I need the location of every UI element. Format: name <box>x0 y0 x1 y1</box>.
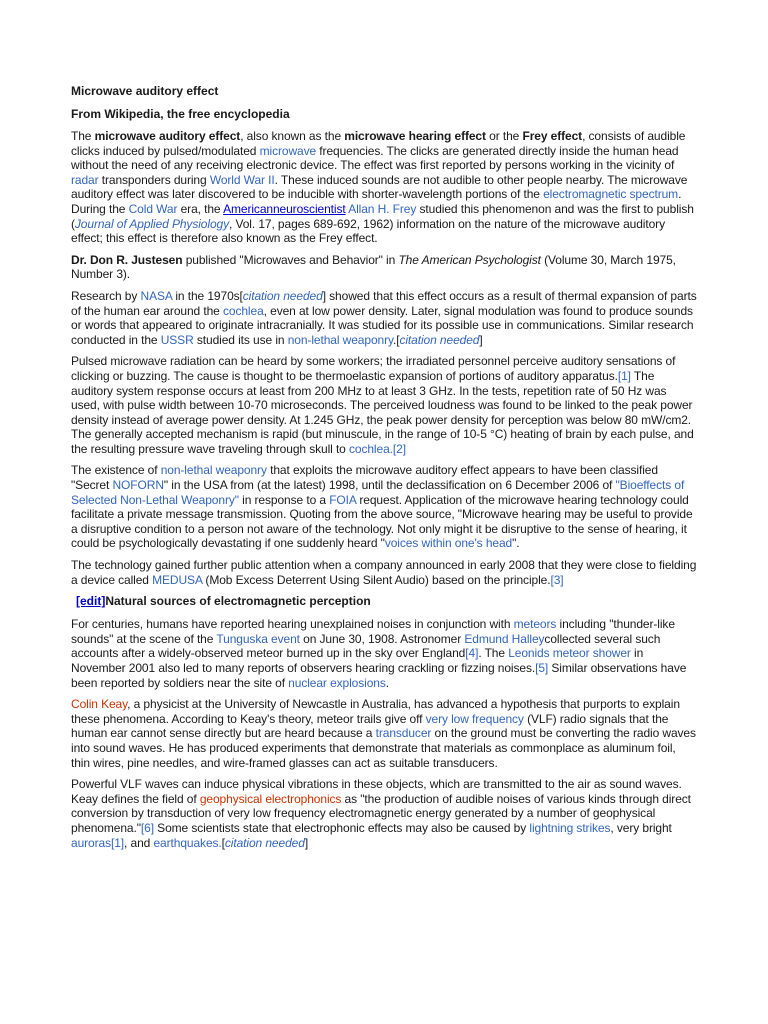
article <box>71 84 697 857</box>
link-auroras[interactable]: auroras <box>71 835 111 850</box>
link-meteors[interactable]: meteors <box>513 617 557 632</box>
paragraph-justesen: Dr. Don R. Justesen published "Microwaves and Behavior" in The American Psychologist (Volume 30, March 1975, Number 3). <box>71 252 676 282</box>
link-edmund-halley[interactable]: Edmund Halley <box>464 631 545 646</box>
term-justesen: Dr. Don R. Justesen <box>71 252 183 267</box>
link-citation-needed[interactable]: citation needed <box>242 288 323 303</box>
link-ref-2[interactable]: [2] <box>392 441 406 456</box>
link-american-neuroscientist[interactable]: Americanneuroscientist <box>223 201 346 216</box>
link-lightning-strikes[interactable]: lightning strikes <box>529 820 611 835</box>
paragraph-vlf: Powerful VLF waves can induce physical vibrations in these objects, which are transmitted to the air as sound waves. Keay defines the field of geophysical electrophonics as "the production of audible noises of various kinds through direct conversion by transduction of very low frequency electromagnetic energy generated by a number of geophysical phenomena."[6] Some scientists state that electrophonic effects may also be caused by lightning strikes, very bright auroras[1], and earthquakes.[citation needed] <box>71 777 691 850</box>
link-citation-needed[interactable]: citation needed <box>224 835 305 850</box>
link-very-low-frequency[interactable]: very low frequency <box>425 711 524 726</box>
link-radar[interactable]: radar <box>71 172 99 187</box>
term-microwave-hearing-effect: microwave hearing effect <box>344 129 486 143</box>
edit-link[interactable]: [edit] <box>76 594 106 609</box>
link-ref-1[interactable]: [1] <box>111 835 125 850</box>
link-ref-5[interactable]: [5] <box>535 661 549 675</box>
link-voices-within-head[interactable]: voices within one's head <box>384 536 513 551</box>
link-colin-keay[interactable]: Colin Keay <box>71 697 128 712</box>
paragraph-meteors: For centuries, humans have reported hearing unexplained noises in conjunction with meteors including "thunder-like sounds" at the scene of the Tunguska event on June 30, 1908. Astronomer Edmund Halleycollected several such accounts after a widely-observed meteor burned up in the sky over England[4]. The Leonids meteor shower in November 2001 also led to many reports of observers hearing crackling or fizzing noises.[5] Similar observations have been reported by soldiers near the site of nuclear explosions. <box>71 617 687 690</box>
paragraph-nasa: Research by NASA in the 1970s[citation needed] showed that this effect occurs as a result of thermal expansion of parts of the human ear around the cochlea, even at low power density. Later, signal modulation was found to produce sounds or words that appeared to originate intracranially. It was studied for its possible use in communications. Similar research conducted in the USSR studied its use in non-lethal weaponry.[citation needed] <box>71 288 697 347</box>
link-earthquakes[interactable]: earthquakes. <box>153 835 222 850</box>
paragraph-intro: The microwave auditory effect, also known as the microwave hearing effect or the Frey effect, consists of audible clicks induced by pulsed/modulated microwave frequencies. The clicks are generated directly inside the human head without the need of any receiving electronic device. The effect was first reported by persons working in the vicinity of radar transponders during World War II. These induced sounds are not audible to other people nearby. The microwave auditory effect was later discovered to be inducible with shorter-wavelength portions of the electromagnetic spectrum. During the Cold War era, the Americanneuroscientist Allan H. Frey studied this phenomenon and was the first to publish (Journal of Applied Physiology, Vol. 17, pages 689-692, 1962) information on the nature of the microwave auditory effect; this effect is therefore also known as the Frey effect. <box>71 129 694 246</box>
link-transducer[interactable]: transducer <box>375 726 432 741</box>
link-leonids[interactable]: Leonids meteor shower <box>508 646 631 661</box>
link-microwave[interactable]: microwave <box>259 143 317 158</box>
link-medusa[interactable]: MEDUSA <box>152 572 203 587</box>
link-geophysical-electrophonics[interactable]: geophysical electrophonics <box>199 791 342 806</box>
section-heading <box>76 594 697 609</box>
link-world-war-ii[interactable]: World War II <box>209 172 275 187</box>
link-ref-6[interactable]: [6] <box>140 820 154 835</box>
link-ref-1[interactable]: [1] <box>617 368 631 383</box>
link-allan-frey[interactable]: Allan H. Frey <box>348 201 417 216</box>
term-frey-effect: Frey effect <box>522 129 583 143</box>
link-journal-applied-physiology[interactable]: Journal of Applied Physiology <box>74 216 229 231</box>
term-microwave-auditory-effect: microwave auditory effect <box>94 129 241 143</box>
paragraph-pulsed-radiation: Pulsed microwave radiation can be heard by some workers; the irradiated personnel perceive auditory sensations of clicking or buzzing. The cause is thought to be thermoelastic expansion of portions of auditory apparatus.[1] The auditory system response occurs at least from 200 MHz to at least 3 GHz. In the tests, repetition rate of 50 Hz was used, with pulse width between 10-70 microseconds. The perceived loudness was found to be linked to the peak power density instead of average power density. At 1.245 GHz, the peak power density for perception was below 80 mW/cm2. The generally accepted mechanism is rapid (but minuscule, in the range of 10-5 °C) heating of brain by each pulse, and the resulting pressure wave traveling through skull to cochlea.[2] <box>71 354 694 456</box>
page-title: Microwave auditory effect <box>71 84 219 98</box>
link-tunguska-event[interactable]: Tunguska event <box>216 631 300 646</box>
paragraph-medusa: The technology gained further public attention when a company announced in early 2008 that they were close to fielding a device called MEDUSA (Mob Excess Deterrent Using Silent Audio) based on the principle.[3] <box>71 558 697 587</box>
link-non-lethal-weaponry[interactable]: non-lethal weaponry <box>287 332 393 347</box>
link-foia[interactable]: FOIA <box>329 492 357 507</box>
page-subtitle: From Wikipedia, the free encyclopedia <box>71 107 290 121</box>
link-cold-war[interactable]: Cold War <box>128 201 178 216</box>
link-nuclear-explosions[interactable]: nuclear explosions <box>288 675 386 690</box>
link-electromagnetic-spectrum[interactable]: electromagnetic spectrum <box>543 187 679 202</box>
link-bioeffects[interactable]: "Bioeffects of Selected Non-Lethal Weaponry" <box>71 478 685 507</box>
link-ussr[interactable]: USSR <box>160 332 194 347</box>
paragraph-keay: Colin Keay, a physicist at the University of Newcastle in Australia, has advanced a hypothesis that purports to explain these phenomena. According to Keay's theory, meteor trails give off very low frequency (VLF) radio signals that the human ear cannot sense directly but are heard because a transducer on the ground must be converting the radio waves into sound waves. He has produced experiments that demonstrate that materials as commonplace as aluminum foil, thin wires, pine needles, and wire-framed glasses can act as suitable transducers. <box>71 697 696 770</box>
link-nasa[interactable]: NASA <box>140 288 173 303</box>
paragraph-weaponry: The existence of non-lethal weaponry that exploits the microwave auditory effect appears to have been classified "Secret NOFORN" in the USA from (at the latest) 1998, until the declassification on 6 December 2006 of "Bioeffects of Selected Non-Lethal Weaponry" in response to a FOIA request. Application of the microwave hearing technology could facilitate a private message transmission. Quoting from the above source, "Microwave hearing may be useful to provide a disruptive condition to a person not aware of the technology. Not only might it be disruptive to the sense of hearing, it could be psychologically devastating if one suddenly heard "voices within one's head". <box>71 463 693 551</box>
link-citation-needed[interactable]: citation needed <box>399 332 480 347</box>
link-cochlea[interactable]: cochlea <box>222 303 264 318</box>
section-title: Natural sources of electromagnetic perception <box>105 594 371 609</box>
link-noforn[interactable]: NOFORN <box>112 478 164 493</box>
link-cochlea[interactable]: cochlea. <box>348 441 393 456</box>
publication-title: The American Psychologist <box>398 252 541 267</box>
link-ref-3[interactable]: [3] <box>550 572 564 587</box>
link-non-lethal-weaponry[interactable]: non-lethal weaponry <box>160 463 267 478</box>
link-ref-4[interactable]: [4] <box>465 646 479 661</box>
